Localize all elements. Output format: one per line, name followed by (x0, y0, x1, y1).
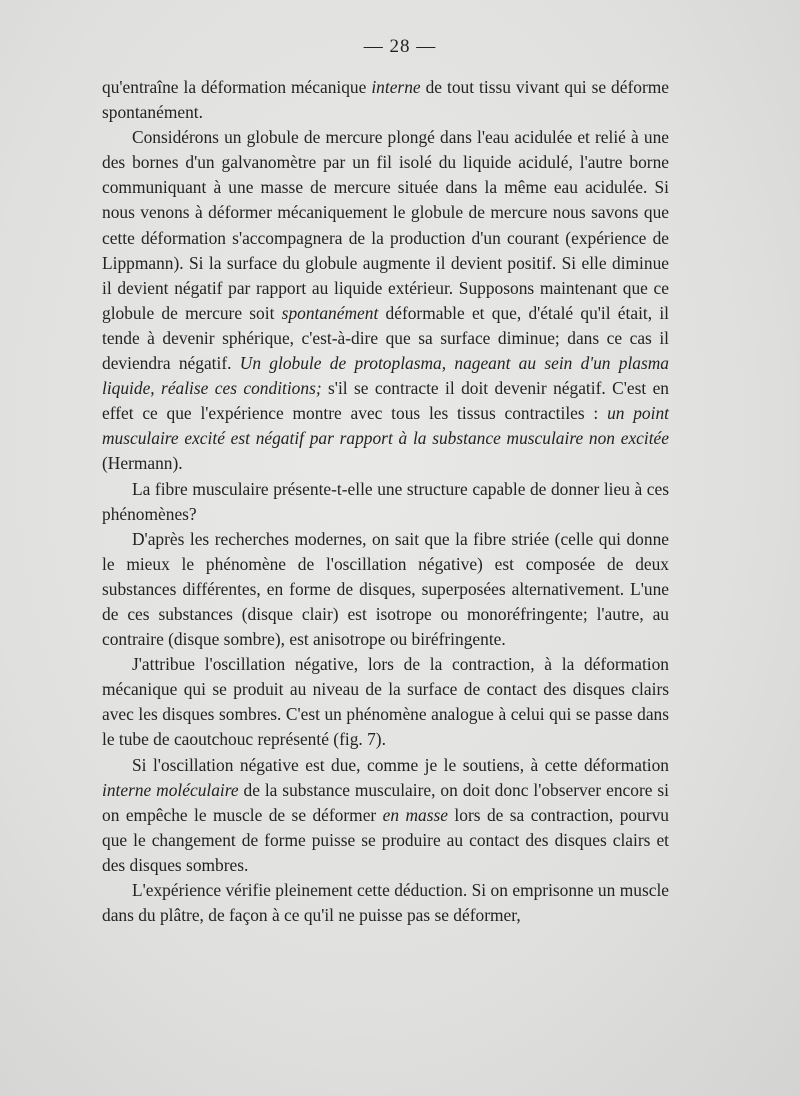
text-segment: D'après les recherches modernes, on sait que la fibre striée (celle qui donne le mieux le phénomène de l'oscillation négative) est composée de deux substances différentes, en forme de disques, superposées alternativement. L'une de ces substances (disque clair) est isotrope ou monoréfringente; l'autre, au contraire (disque sombre), est anisotrope ou biréfringente. (102, 528, 669, 650)
page-number: — 28 — (363, 36, 437, 57)
italic-text: un point musculaire excité est négatif par rapport à la substance musculaire non excitée (102, 403, 669, 449)
paragraph (102, 753, 669, 878)
text-segment: L'expérience vérifie pleinement cette déduction. Si on emprisonne un muscle dans du plâtre, de façon à ce qu'il ne puisse pas se déformer, (102, 880, 669, 926)
paragraph (102, 652, 669, 752)
paragraph (102, 125, 669, 476)
body-text (102, 75, 669, 928)
italic-text: interne (371, 77, 421, 97)
text-segment: qu'entraîne la déformation mécanique (102, 77, 372, 97)
text-segment: J'attribue l'oscillation négative, lors de la contraction, à la déformation mécanique qui se produit au niveau de la surface de contact des disques clairs avec les disques sombres. C'est un phénomène analogue à celui qui se passe dans le tube de caoutchouc représenté (fig. 7). (102, 654, 669, 750)
text-segment: La fibre musculaire présente-t-elle une structure capable de donner lieu à ces phénomènes? (102, 478, 669, 524)
text-segment: Si l'oscillation négative est due, comme je le soutiens, à cette déformation (132, 754, 669, 775)
italic-text: interne moléculaire (102, 779, 239, 800)
italic-text: en masse (382, 804, 448, 825)
text-segment: (Hermann). (102, 453, 183, 474)
paragraph (102, 75, 669, 125)
text-segment: Considérons un globule de mercure plongé dans l'eau acidulée et relié à une des bornes d'un galvanomètre par un fil isolé du liquide acidulé, l'autre borne communiquant à une masse de mercure située dans la même eau acidulée. Si nous venons à déformer mécaniquement le globule de mercure nous savons que cette déformation s'accompagnera de la production d'un courant (expérience de Lippmann). Si la surface du globule augmente il devient positif. Si elle diminue il devient négatif par rapport au liquide extérieur. Supposons maintenant que ce globule de mercure soit (102, 127, 669, 323)
text-segment: de la substance musculaire, on doit donc l'observer encore si on empêche le muscle de se déformer (102, 779, 669, 825)
text-segment: déformable et que, d'étalé qu'il était, il tende à devenir sphérique, c'est-à-dire que sa surface diminue; dans ce cas il deviendra négatif. (102, 302, 669, 374)
text-segment: s'il se contracte il doit devenir négatif. C'est en effet ce que l'expérience montre avec tous les tissus contractiles : (102, 378, 669, 424)
text-segment: lors de sa contraction, pourvu que le changement de forme puisse se produire au contact des disques clairs et des disques sombres. (102, 804, 669, 875)
paragraph (102, 878, 669, 928)
paragraph (102, 477, 669, 527)
paragraph (102, 527, 669, 652)
text-segment: de tout tissu vivant qui se déforme spontanément. (102, 77, 669, 123)
italic-text: spontanément (281, 302, 379, 323)
italic-text: Un globule de protoplasma, nageant au sein d'un plasma liquide, réalise ces conditions; (102, 353, 669, 399)
